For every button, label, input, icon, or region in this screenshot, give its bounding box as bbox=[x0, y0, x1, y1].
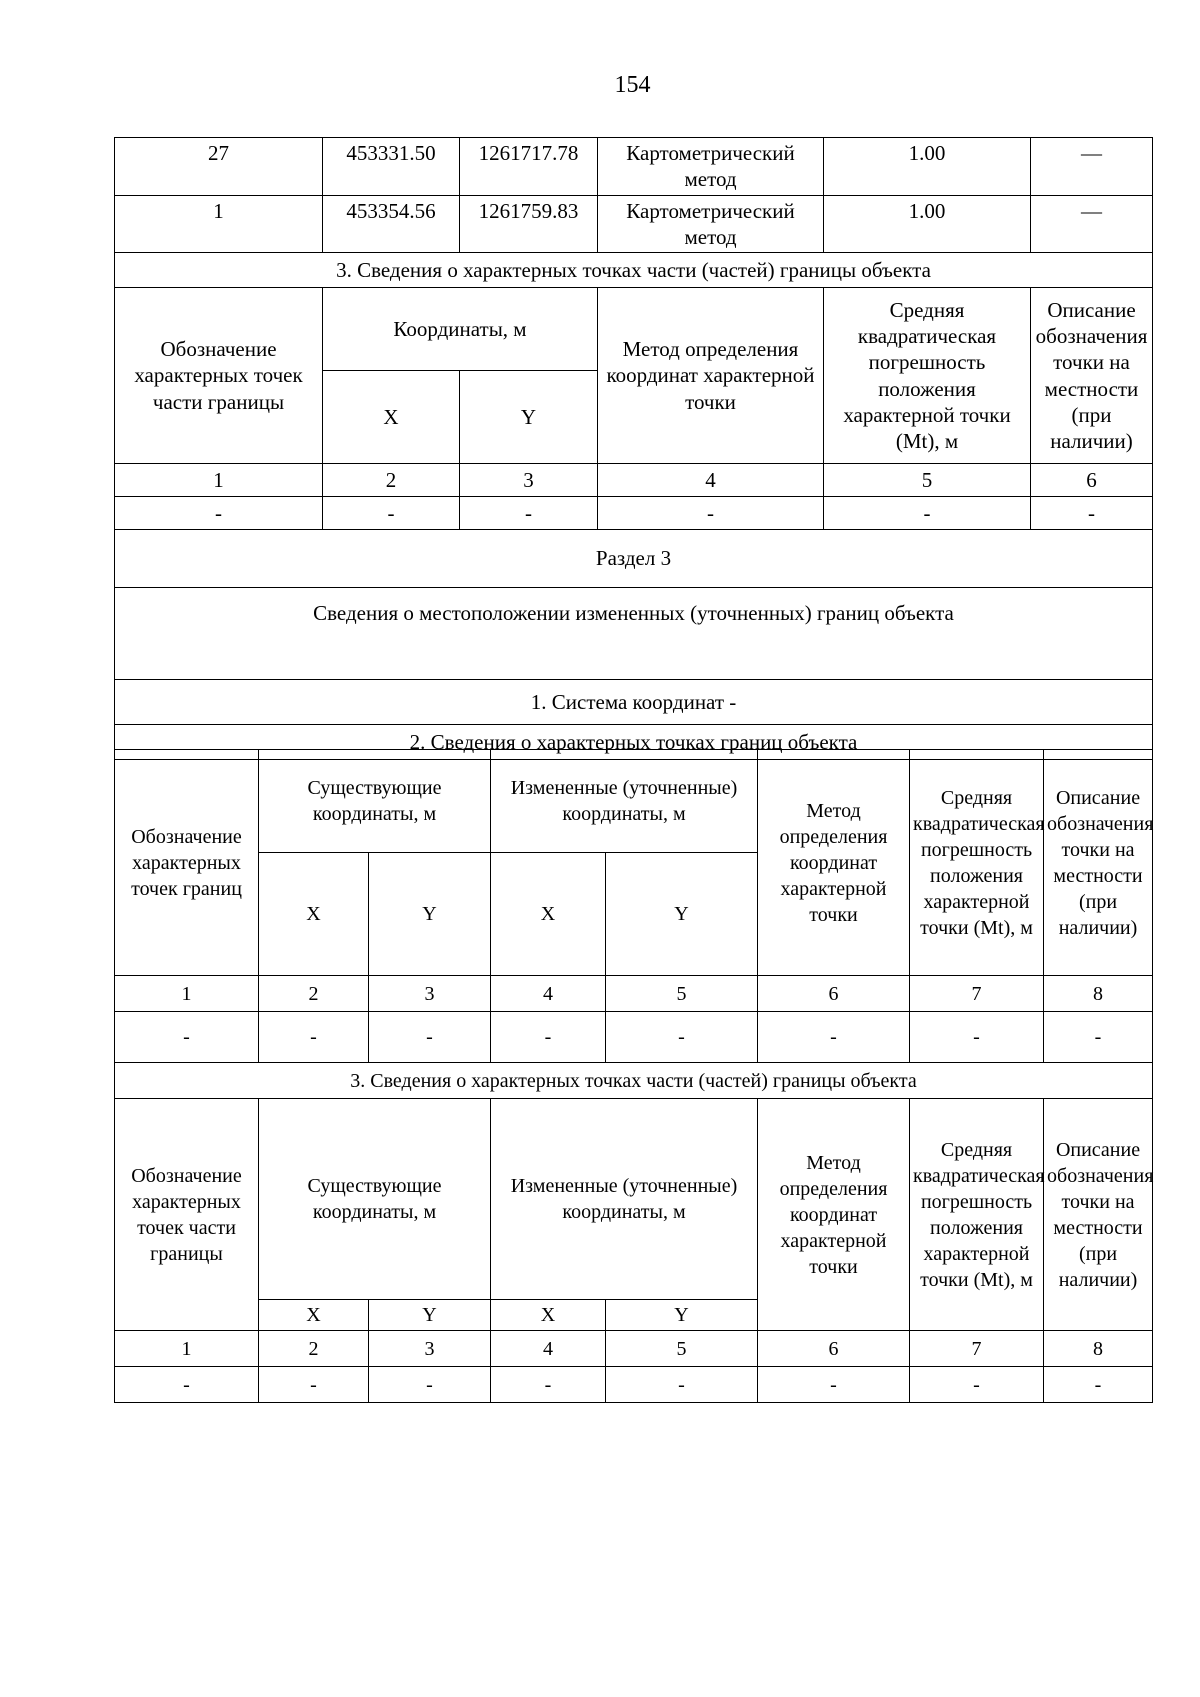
col-number: 2 bbox=[259, 976, 369, 1012]
y-cell: 1261717.78 bbox=[460, 138, 598, 196]
coordinates-table-2 bbox=[114, 749, 1153, 1403]
col-number: 4 bbox=[598, 464, 824, 497]
header-method: Метод определения координат характерной точки bbox=[758, 1099, 910, 1331]
header-mt: Средняя квадратическая погрешность положения характерной точки (Mt), м bbox=[910, 1099, 1044, 1331]
col-number: 8 bbox=[1044, 976, 1153, 1012]
header-x: X bbox=[259, 1300, 369, 1331]
header-x: X bbox=[491, 1300, 606, 1331]
col-number: 6 bbox=[758, 976, 910, 1012]
header-y: Y bbox=[369, 853, 491, 976]
header-y: Y bbox=[606, 1300, 758, 1331]
col-number: 7 bbox=[910, 976, 1044, 1012]
header-y: Y bbox=[606, 853, 758, 976]
col-number: 2 bbox=[323, 464, 460, 497]
method-cell: Картометрический метод bbox=[598, 195, 824, 253]
header-y: Y bbox=[460, 371, 598, 464]
dash-cell: - bbox=[491, 1012, 606, 1063]
point-cell: 27 bbox=[115, 138, 323, 196]
section-label: Раздел 3 bbox=[115, 530, 1153, 588]
boundary-points-title: 2. Сведения о характерных точках границ объекта bbox=[115, 725, 1153, 760]
col-number: 7 bbox=[910, 1331, 1044, 1367]
dash-cell: - bbox=[910, 1012, 1044, 1063]
header-y: Y bbox=[369, 1300, 491, 1331]
header-method: Метод определения координат характерной точки bbox=[758, 750, 910, 976]
dash-cell: - bbox=[369, 1367, 491, 1403]
col-number: 8 bbox=[1044, 1331, 1153, 1367]
dash-cell: - bbox=[115, 1012, 259, 1063]
dash-cell: - bbox=[491, 1367, 606, 1403]
x-cell: 453331.50 bbox=[323, 138, 460, 196]
col-number: 1 bbox=[115, 1331, 259, 1367]
dash-cell: - bbox=[606, 1367, 758, 1403]
dash-cell: - bbox=[606, 1012, 758, 1063]
table-row bbox=[115, 195, 1153, 253]
dash-cell: - bbox=[115, 497, 323, 530]
header-coords: Координаты, м bbox=[323, 288, 598, 371]
col-number: 5 bbox=[606, 1331, 758, 1367]
dash-cell: - bbox=[824, 497, 1031, 530]
column-numbers-row bbox=[115, 976, 1153, 1012]
header-mt: Средняя квадратическая погрешность положения характерной точки (Mt), м bbox=[824, 288, 1031, 464]
x-cell: 453354.56 bbox=[323, 195, 460, 253]
col-number: 6 bbox=[1031, 464, 1153, 497]
col-number: 3 bbox=[460, 464, 598, 497]
col-number: 5 bbox=[824, 464, 1031, 497]
mt-cell: 1.00 bbox=[824, 195, 1031, 253]
point-cell: 1 bbox=[115, 195, 323, 253]
dash-cell: - bbox=[1031, 497, 1153, 530]
header-desc: Описание обозначения точки на местности (при наличии) bbox=[1031, 288, 1153, 464]
header-existing-coords: Существующие координаты, м bbox=[259, 750, 491, 853]
col-number: 3 bbox=[369, 1331, 491, 1367]
dash-cell: - bbox=[598, 497, 824, 530]
header-point: Обозначение характерных точек части границы bbox=[115, 1099, 259, 1331]
empty-data-row bbox=[115, 1367, 1153, 1403]
mt-cell: 1.00 bbox=[824, 138, 1031, 196]
header-x: X bbox=[491, 853, 606, 976]
part-section-title: 3. Сведения о характерных точках части (частей) границы объекта bbox=[115, 1063, 1153, 1099]
section-title: Сведения о местоположении измененных (уточненных) границ объекта bbox=[115, 588, 1153, 680]
table-row bbox=[115, 138, 1153, 196]
coordinate-system: 1. Система координат - bbox=[115, 680, 1153, 725]
header-method: Метод определения координат характерной точки bbox=[598, 288, 824, 464]
header-desc: Описание обозначения точки на местности (при наличии) bbox=[1044, 1099, 1153, 1331]
col-number: 4 bbox=[491, 976, 606, 1012]
dash-cell: - bbox=[115, 1367, 259, 1403]
header-existing-coords: Существующие координаты, м bbox=[259, 1099, 491, 1300]
empty-data-row bbox=[115, 497, 1153, 530]
dash-cell: - bbox=[259, 1367, 369, 1403]
dash-cell: - bbox=[910, 1367, 1044, 1403]
col-number: 1 bbox=[115, 464, 323, 497]
dash-cell: - bbox=[460, 497, 598, 530]
header-point: Обозначение характерных точек границ bbox=[115, 750, 259, 976]
header-changed-coords: Измененные (уточненные) координаты, м bbox=[491, 1099, 758, 1300]
method-cell: Картометрический метод bbox=[598, 138, 824, 196]
dash-cell: - bbox=[323, 497, 460, 530]
col-number: 5 bbox=[606, 976, 758, 1012]
dash-cell: - bbox=[369, 1012, 491, 1063]
column-numbers-row bbox=[115, 464, 1153, 497]
column-numbers-row bbox=[115, 1331, 1153, 1367]
dash-cell: - bbox=[259, 1012, 369, 1063]
page-number: 154 bbox=[614, 72, 651, 98]
col-number: 6 bbox=[758, 1331, 910, 1367]
col-number: 1 bbox=[115, 976, 259, 1012]
header-changed-coords: Измененные (уточненные) координаты, м bbox=[491, 750, 758, 853]
dash-cell: - bbox=[758, 1012, 910, 1063]
header-point: Обозначение характерных точек части границы bbox=[115, 288, 323, 464]
empty-data-row bbox=[115, 1012, 1153, 1063]
col-number: 4 bbox=[491, 1331, 606, 1367]
col-number: 2 bbox=[259, 1331, 369, 1367]
header-x: X bbox=[259, 853, 369, 976]
y-cell: 1261759.83 bbox=[460, 195, 598, 253]
desc-cell: — bbox=[1031, 138, 1153, 196]
dash-cell: - bbox=[758, 1367, 910, 1403]
dash-cell: - bbox=[1044, 1012, 1153, 1063]
coordinates-table-1 bbox=[114, 137, 1153, 760]
part-section-title: 3. Сведения о характерных точках части (частей) границы объекта bbox=[115, 253, 1153, 288]
header-mt: Средняя квадратическая погрешность положения характерной точки (Mt), м bbox=[910, 750, 1044, 976]
header-x: X bbox=[323, 371, 460, 464]
header-desc: Описание обозначения точки на местности (при наличии) bbox=[1044, 750, 1153, 976]
desc-cell: — bbox=[1031, 195, 1153, 253]
dash-cell: - bbox=[1044, 1367, 1153, 1403]
col-number: 3 bbox=[369, 976, 491, 1012]
